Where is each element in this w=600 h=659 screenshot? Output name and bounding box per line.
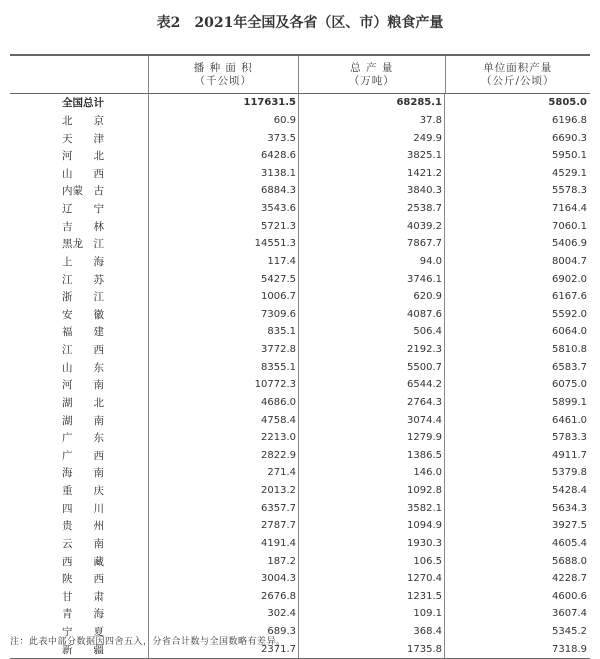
footnote: 注：此表中部分数据因四舍五入，分省合计数与全国数略有差异。 <box>10 637 286 647</box>
total-output-value: 106.5 <box>413 555 442 567</box>
yield-value: 5428.4 <box>552 485 587 497</box>
sown-area-value: 6357.7 <box>261 502 296 514</box>
total-output-value: 1231.5 <box>407 590 442 602</box>
header-total-output-label: 总 产 量 <box>350 61 394 74</box>
table-row <box>10 570 590 588</box>
table-row <box>10 288 590 306</box>
yield-value: 6461.0 <box>552 414 587 426</box>
total-output-value: 249.9 <box>413 132 442 144</box>
table-row <box>10 182 590 200</box>
grain-output-table <box>10 54 590 659</box>
region-name: 广 西 <box>62 449 104 462</box>
sown-area-value: 2213.0 <box>261 432 296 444</box>
yield-value: 4600.6 <box>552 590 587 602</box>
table-row <box>10 499 590 517</box>
total-output-value: 3840.3 <box>407 185 442 197</box>
yield-value: 4605.4 <box>552 537 587 549</box>
total-output-value: 1421.2 <box>407 167 442 179</box>
table-row <box>10 147 590 165</box>
yield-value: 6583.7 <box>552 361 587 373</box>
yield-value: 3607.4 <box>552 608 587 620</box>
sown-area-value: 4758.4 <box>261 414 296 426</box>
table-row <box>10 535 590 553</box>
table-row <box>10 235 590 253</box>
sown-area-value: 1006.7 <box>261 291 296 303</box>
sown-area-value: 835.1 <box>267 326 296 338</box>
table-row <box>10 552 590 570</box>
total-output-value: 1386.5 <box>407 449 442 461</box>
table-row <box>10 165 590 183</box>
region-name: 辽 宁 <box>62 203 104 216</box>
region-name: 宁 夏 <box>62 626 104 639</box>
sown-area-value: 8355.1 <box>261 361 296 373</box>
table-row <box>10 306 590 324</box>
header-sown-area-label: 播 种 面 积 <box>193 61 253 74</box>
yield-value: 5634.3 <box>552 502 587 514</box>
table-row <box>10 411 590 429</box>
sown-area-value: 5721.3 <box>261 220 296 232</box>
sown-area-value: 3543.6 <box>261 203 296 215</box>
sown-area-value: 4191.4 <box>261 537 296 549</box>
total-output-value: 4087.6 <box>407 308 442 320</box>
yield-value: 6064.0 <box>552 326 587 338</box>
yield-value: 6167.6 <box>552 291 587 303</box>
total-output-value: 37.8 <box>419 114 442 126</box>
total-output-value: 368.4 <box>413 626 442 638</box>
region-name: 北 京 <box>62 114 104 127</box>
column-divider <box>444 94 445 658</box>
yield-value: 5899.1 <box>552 396 587 408</box>
total-output-value: 1735.8 <box>407 643 442 655</box>
sown-area-value: 302.4 <box>267 608 296 620</box>
yield-value: 5805.0 <box>548 97 587 109</box>
yield-value: 5950.1 <box>552 150 587 162</box>
region-name: 浙 江 <box>62 291 104 304</box>
total-output-value: 620.9 <box>413 291 442 303</box>
yield-value: 5783.3 <box>552 432 587 444</box>
yield-value: 7318.9 <box>552 643 587 655</box>
table-row <box>10 517 590 535</box>
yield-value: 6196.8 <box>552 114 587 126</box>
total-output-value: 146.0 <box>413 467 442 479</box>
sown-area-value: 3138.1 <box>261 167 296 179</box>
yield-value: 5688.0 <box>552 555 587 567</box>
header-sown-area-unit: （千公顷） <box>194 74 252 87</box>
sown-area-value: 2822.9 <box>261 449 296 461</box>
region-name: 河 北 <box>62 150 104 163</box>
table-row <box>10 217 590 235</box>
sown-area-value: 2013.2 <box>261 485 296 497</box>
total-output-value: 94.0 <box>419 255 442 267</box>
total-output-value: 1270.4 <box>407 573 442 585</box>
region-name: 重 庆 <box>62 485 104 498</box>
total-output-value: 68285.1 <box>396 97 442 109</box>
sown-area-value: 10772.3 <box>254 379 296 391</box>
total-output-value: 4039.2 <box>407 220 442 232</box>
sown-area-value: 5427.5 <box>261 273 296 285</box>
table-row <box>10 447 590 465</box>
header-yield-unit: （公斤/公顷） <box>480 74 555 87</box>
region-name: 内蒙 古 <box>62 185 104 198</box>
region-name: 海 南 <box>62 467 104 480</box>
total-output-value: 5500.7 <box>407 361 442 373</box>
sown-area-value: 3004.3 <box>261 573 296 585</box>
region-name: 江 西 <box>62 344 104 357</box>
table-row <box>10 358 590 376</box>
sown-area-value: 3772.8 <box>261 344 296 356</box>
sown-area-value: 2676.8 <box>261 590 296 602</box>
region-name: 云 南 <box>62 537 104 550</box>
header-total-output <box>298 56 445 93</box>
total-output-value: 1930.3 <box>407 537 442 549</box>
header-region-cell <box>10 56 148 93</box>
region-name: 湖 南 <box>62 414 104 427</box>
yield-value: 8004.7 <box>552 255 587 267</box>
table-row <box>10 588 590 606</box>
region-name: 湖 北 <box>62 396 104 409</box>
total-output-value: 506.4 <box>413 326 442 338</box>
region-name: 山 东 <box>62 361 104 374</box>
sown-area-value: 6428.6 <box>261 150 296 162</box>
region-name: 安 徽 <box>62 308 104 321</box>
sown-area-value: 4686.0 <box>261 396 296 408</box>
total-output-value: 3074.4 <box>407 414 442 426</box>
region-name: 全国总计 <box>62 97 104 110</box>
table-row <box>10 323 590 341</box>
table-title: 表2 2021年全国及各省（区、市）粮食产量 <box>156 15 444 31</box>
yield-value: 5592.0 <box>552 308 587 320</box>
yield-value: 5578.3 <box>552 185 587 197</box>
total-output-value: 2538.7 <box>407 203 442 215</box>
sown-area-value: 14551.3 <box>254 238 296 250</box>
total-output-value: 1279.9 <box>407 432 442 444</box>
region-name: 江 苏 <box>62 273 104 286</box>
table-row <box>10 429 590 447</box>
table-header <box>10 56 590 93</box>
sown-area-value: 6884.3 <box>261 185 296 197</box>
header-sown-area <box>148 56 298 93</box>
region-name: 上 海 <box>62 255 104 268</box>
table-row <box>10 341 590 359</box>
yield-value: 6075.0 <box>552 379 587 391</box>
sown-area-value: 7309.6 <box>261 308 296 320</box>
region-name: 新 疆 <box>62 643 104 656</box>
sown-area-value: 117.4 <box>267 255 296 267</box>
yield-value: 7060.1 <box>552 220 587 232</box>
yield-value: 6902.0 <box>552 273 587 285</box>
sown-area-value: 271.4 <box>267 467 296 479</box>
table-row <box>10 253 590 271</box>
region-name: 四 川 <box>62 502 104 515</box>
sown-area-value: 689.3 <box>267 626 296 638</box>
region-name: 河 南 <box>62 379 104 392</box>
sown-area-value: 2371.7 <box>261 643 296 655</box>
table-row <box>10 464 590 482</box>
yield-value: 5379.8 <box>552 467 587 479</box>
total-output-value: 1092.8 <box>407 485 442 497</box>
sown-area-value: 2787.7 <box>261 520 296 532</box>
yield-value: 4529.1 <box>552 167 587 179</box>
table-row <box>10 270 590 288</box>
sown-area-value: 373.5 <box>267 132 296 144</box>
yield-value: 3927.5 <box>552 520 587 532</box>
region-name: 黑龙 江 <box>62 238 104 251</box>
sown-area-value: 117631.5 <box>243 97 296 109</box>
header-yield-label: 单位面积产量 <box>483 61 553 74</box>
yield-value: 4911.7 <box>552 449 587 461</box>
region-name: 陕 西 <box>62 573 104 586</box>
region-name: 福 建 <box>62 326 104 339</box>
yield-value: 7164.4 <box>552 203 587 215</box>
table-row <box>10 605 590 623</box>
column-divider <box>148 94 149 658</box>
yield-value: 5406.9 <box>552 238 587 250</box>
header-total-output-unit: （万吨） <box>348 74 395 87</box>
column-divider <box>298 94 299 658</box>
region-name: 广 东 <box>62 432 104 445</box>
header-yield-per-area <box>445 56 591 93</box>
region-name: 贵 州 <box>62 520 104 533</box>
total-output-value: 109.1 <box>413 608 442 620</box>
yield-value: 6690.3 <box>552 132 587 144</box>
region-name: 西 藏 <box>62 555 104 568</box>
region-name: 吉 林 <box>62 220 104 233</box>
region-name: 甘 肃 <box>62 590 104 603</box>
yield-value: 5810.8 <box>552 344 587 356</box>
table-row-total <box>10 94 590 112</box>
table-row <box>10 129 590 147</box>
yield-value: 5345.2 <box>552 626 587 638</box>
total-output-value: 3825.1 <box>407 150 442 162</box>
total-output-value: 3746.1 <box>407 273 442 285</box>
total-output-value: 2764.3 <box>407 396 442 408</box>
table-row <box>10 376 590 394</box>
total-output-value: 1094.9 <box>407 520 442 532</box>
region-name: 青 海 <box>62 608 104 621</box>
table-row <box>10 200 590 218</box>
table-row <box>10 112 590 130</box>
total-output-value: 2192.3 <box>407 344 442 356</box>
sown-area-value: 60.9 <box>273 114 296 126</box>
yield-value: 4228.7 <box>552 573 587 585</box>
sown-area-value: 187.2 <box>267 555 296 567</box>
total-output-value: 7867.7 <box>407 238 442 250</box>
total-output-value: 6544.2 <box>407 379 442 391</box>
table-row <box>10 394 590 412</box>
region-name: 天 津 <box>62 132 104 145</box>
table-row <box>10 482 590 500</box>
region-name: 山 西 <box>62 167 104 180</box>
total-output-value: 3582.1 <box>407 502 442 514</box>
table-body <box>10 94 590 658</box>
